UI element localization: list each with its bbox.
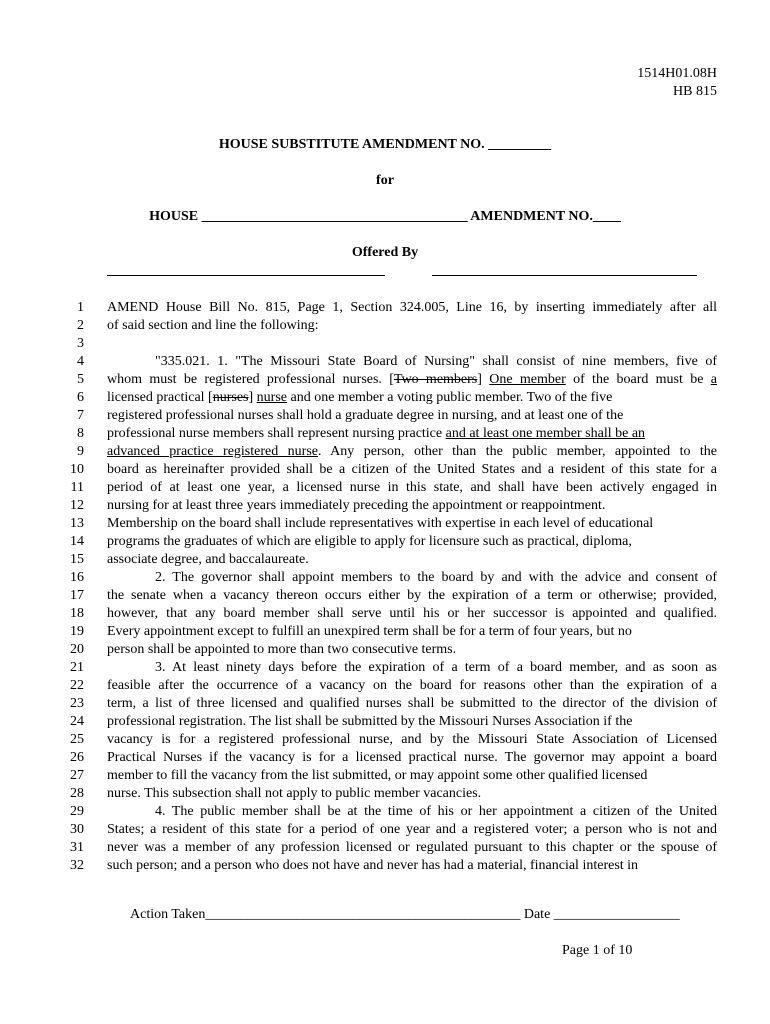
line-text (107, 551, 309, 569)
document-line (0, 731, 770, 749)
document-line (0, 821, 770, 839)
line-number: 13 (70, 516, 84, 531)
line-text (107, 497, 605, 515)
line-number: 20 (70, 642, 84, 657)
inserted-text: nurse (256, 390, 287, 405)
document-line (0, 641, 770, 659)
line-text (107, 641, 456, 659)
line-text (107, 749, 717, 767)
bill-identifier (637, 65, 717, 101)
line-text (107, 767, 647, 785)
document-line (0, 443, 770, 461)
document-line (0, 605, 770, 623)
text-segment: professional nurse members shall represent nursing practice (107, 426, 446, 441)
text-segment: member to fill the vacancy from the list submitted, or may appoint some other qualified licensed (107, 768, 648, 783)
text-segment: and one member a voting public member. Two of the five (287, 390, 613, 405)
line-number: 31 (70, 840, 84, 855)
line-number: 24 (70, 714, 84, 729)
line-text (107, 425, 645, 443)
document-line (0, 461, 770, 479)
text-segment: nursing for at least three years immediately preceding the appointment or reappointment. (107, 498, 606, 513)
line-number: 4 (77, 354, 84, 369)
line-text (155, 659, 717, 677)
document-line (0, 767, 770, 785)
text-segment: such person; and a person who does not have and never has had a material, financial interest in (107, 858, 639, 873)
document-line (0, 695, 770, 713)
document-line (0, 623, 770, 641)
line-number: 11 (70, 480, 84, 495)
text-segment: programs the graduates of which are eligible to apply for licensure such as practical, diploma, (107, 534, 632, 549)
line-text (107, 461, 717, 479)
line-text (107, 731, 717, 749)
line-text (107, 587, 717, 605)
document-line (0, 803, 770, 821)
action-taken-line: Action Taken_____________________________________________ Date __________________ (130, 907, 680, 922)
text-segment: professional registration. The list shall be submitted by the Missouri Nurses Association if the (107, 714, 633, 729)
document-line (0, 407, 770, 425)
for-label: for (376, 173, 394, 188)
text-segment: Membership on the board shall include representatives with expertise in each level of educational (107, 516, 654, 531)
text-segment: whom must be registered professional nurses. [ (107, 372, 394, 387)
text-segment: Practical Nurses if the vacancy is for a licensed practical nurse. The governor may appoint a board (107, 750, 717, 765)
line-number: 19 (70, 624, 84, 639)
text-segment: feasible after the occurrence of a vacancy on the board for reasons other than the expiration of a (107, 678, 717, 693)
text-segment: "335.021. 1. "The Missouri State Board of Nursing" shall consist of nine members, five of (155, 354, 717, 369)
line-text (107, 317, 319, 335)
deleted-text: nurses (212, 390, 249, 405)
line-number: 8 (77, 426, 84, 441)
line-text (107, 857, 638, 875)
line-number: 1 (77, 300, 84, 315)
line-text (107, 371, 717, 389)
bill-code: 1514H01.08H (637, 66, 717, 81)
line-text (107, 479, 717, 497)
line-text (107, 785, 481, 803)
text-segment: of said section and line the following: (107, 318, 319, 333)
line-text (107, 299, 717, 317)
line-text (107, 839, 717, 857)
line-number: 2 (77, 318, 84, 333)
line-number: 9 (77, 444, 84, 459)
text-segment: States; a resident of this state for a period of one year and a registered voter; a person who is not and (107, 822, 717, 837)
line-number: 6 (77, 390, 84, 405)
text-segment: however, that any board member shall serve until his or her successor is appointed and qualified. (107, 606, 717, 621)
text-segment: of the board must be (565, 372, 711, 387)
line-number: 28 (70, 786, 84, 801)
inserted-text: and at least one member shall be an (445, 426, 646, 441)
document-line (0, 785, 770, 803)
line-text (107, 695, 717, 713)
line-number: 30 (70, 822, 84, 837)
document-line (0, 587, 770, 605)
line-number: 27 (70, 768, 84, 783)
text-segment: person shall be appointed to more than two consecutive terms. (107, 642, 457, 657)
line-number: 23 (70, 696, 84, 711)
text-segment: . Any person, other than the public member, appointed to the (317, 444, 717, 459)
line-text (107, 605, 717, 623)
line-number: 22 (70, 678, 84, 693)
line-text (155, 569, 717, 587)
line-number: 7 (77, 408, 84, 423)
inserted-text: One member (489, 372, 566, 387)
text-segment: AMEND House Bill No. 815, Page 1, Section 324.005, Line 16, by inserting immediately after all (107, 300, 717, 315)
document-line (0, 839, 770, 857)
text-segment: term, a list of three licensed and qualified nurses shall be submitted to the director of the division of (107, 696, 717, 711)
line-number: 16 (70, 570, 84, 585)
line-text (107, 389, 612, 407)
document-line (0, 857, 770, 875)
document-line (0, 659, 770, 677)
line-number: 25 (70, 732, 84, 747)
text-segment: 2. The governor shall appoint members to the board by and with the advice and consent of (155, 570, 717, 585)
line-number: 21 (70, 660, 84, 675)
document-line (0, 677, 770, 695)
document-line (0, 479, 770, 497)
signature-line-right (432, 275, 697, 276)
line-number: 12 (70, 498, 84, 513)
text-segment: associate degree, and baccalaureate. (107, 552, 309, 567)
bill-number: HB 815 (673, 84, 717, 99)
document-line (0, 317, 770, 335)
document-line (0, 371, 770, 389)
document-line (0, 569, 770, 587)
text-segment: Every appointment except to fulfill an unexpired term shall be for a term of four years, but no (107, 624, 632, 639)
line-text (107, 677, 717, 695)
page-number: Page 1 of 10 (562, 943, 633, 958)
deleted-text: Two members (393, 372, 478, 387)
line-number: 26 (70, 750, 84, 765)
text-segment: period of at least one year, a licensed nurse in this state, and shall have been actively engaged in (107, 480, 717, 495)
document-line (0, 749, 770, 767)
line-text (155, 803, 717, 821)
line-number: 29 (70, 804, 84, 819)
line-text (107, 443, 717, 461)
document-line (0, 515, 770, 533)
text-segment: never was a member of any profession licensed or regulated pursuant to this chapter or the spouse of (107, 840, 717, 855)
line-number: 5 (77, 372, 84, 387)
line-number: 3 (77, 336, 84, 351)
line-text (107, 533, 632, 551)
amendment-title: HOUSE SUBSTITUTE AMENDMENT NO. _________ (218, 137, 552, 152)
line-text (155, 353, 717, 371)
text-segment: registered professional nurses shall hold a graduate degree in nursing, and at least one of the (107, 408, 624, 423)
document-line (0, 335, 770, 353)
house-amendment-line: HOUSE ______________________________________ AMENDMENT NO.____ (149, 209, 621, 224)
line-text (107, 821, 717, 839)
signature-line-left (107, 275, 385, 276)
document-line (0, 497, 770, 515)
document-line (0, 551, 770, 569)
text-segment: nurse. This subsection shall not apply to public member vacancies. (107, 786, 482, 801)
document-line (0, 425, 770, 443)
text-segment: the senate when a vacancy thereon occurs either by the expiration of a term or otherwise; provided, (107, 588, 717, 603)
text-segment: 4. The public member shall be at the time of his or her appointment a citizen of the United (155, 804, 717, 819)
text-segment: ] (248, 390, 257, 405)
inserted-text: a (710, 372, 717, 387)
amendment-body (0, 299, 770, 875)
text-segment: 3. At least ninety days before the expiration of a term of a board member, and as soon as (155, 660, 717, 675)
document-line (0, 389, 770, 407)
line-number: 17 (70, 588, 84, 603)
text-segment: ] (477, 372, 490, 387)
document-line (0, 533, 770, 551)
text-segment: board as hereinafter provided shall be a citizen of the United States and a resident of this state for a (107, 462, 717, 477)
line-number: 18 (70, 606, 84, 621)
inserted-text: advanced practice registered nurse (107, 444, 318, 459)
offered-by-label: Offered By (351, 245, 419, 260)
line-text (107, 407, 623, 425)
text-segment: licensed practical [ (107, 390, 213, 405)
document-line (0, 713, 770, 731)
document-line (0, 353, 770, 371)
line-text (107, 623, 632, 641)
line-number: 32 (70, 858, 84, 873)
document-line (0, 299, 770, 317)
line-text (107, 515, 653, 533)
line-text (107, 713, 632, 731)
line-number: 10 (70, 462, 84, 477)
text-segment: vacancy is for a registered professional nurse, and by the Missouri State Association of Licensed (107, 732, 717, 747)
line-number: 15 (70, 552, 84, 567)
line-number: 14 (70, 534, 84, 549)
